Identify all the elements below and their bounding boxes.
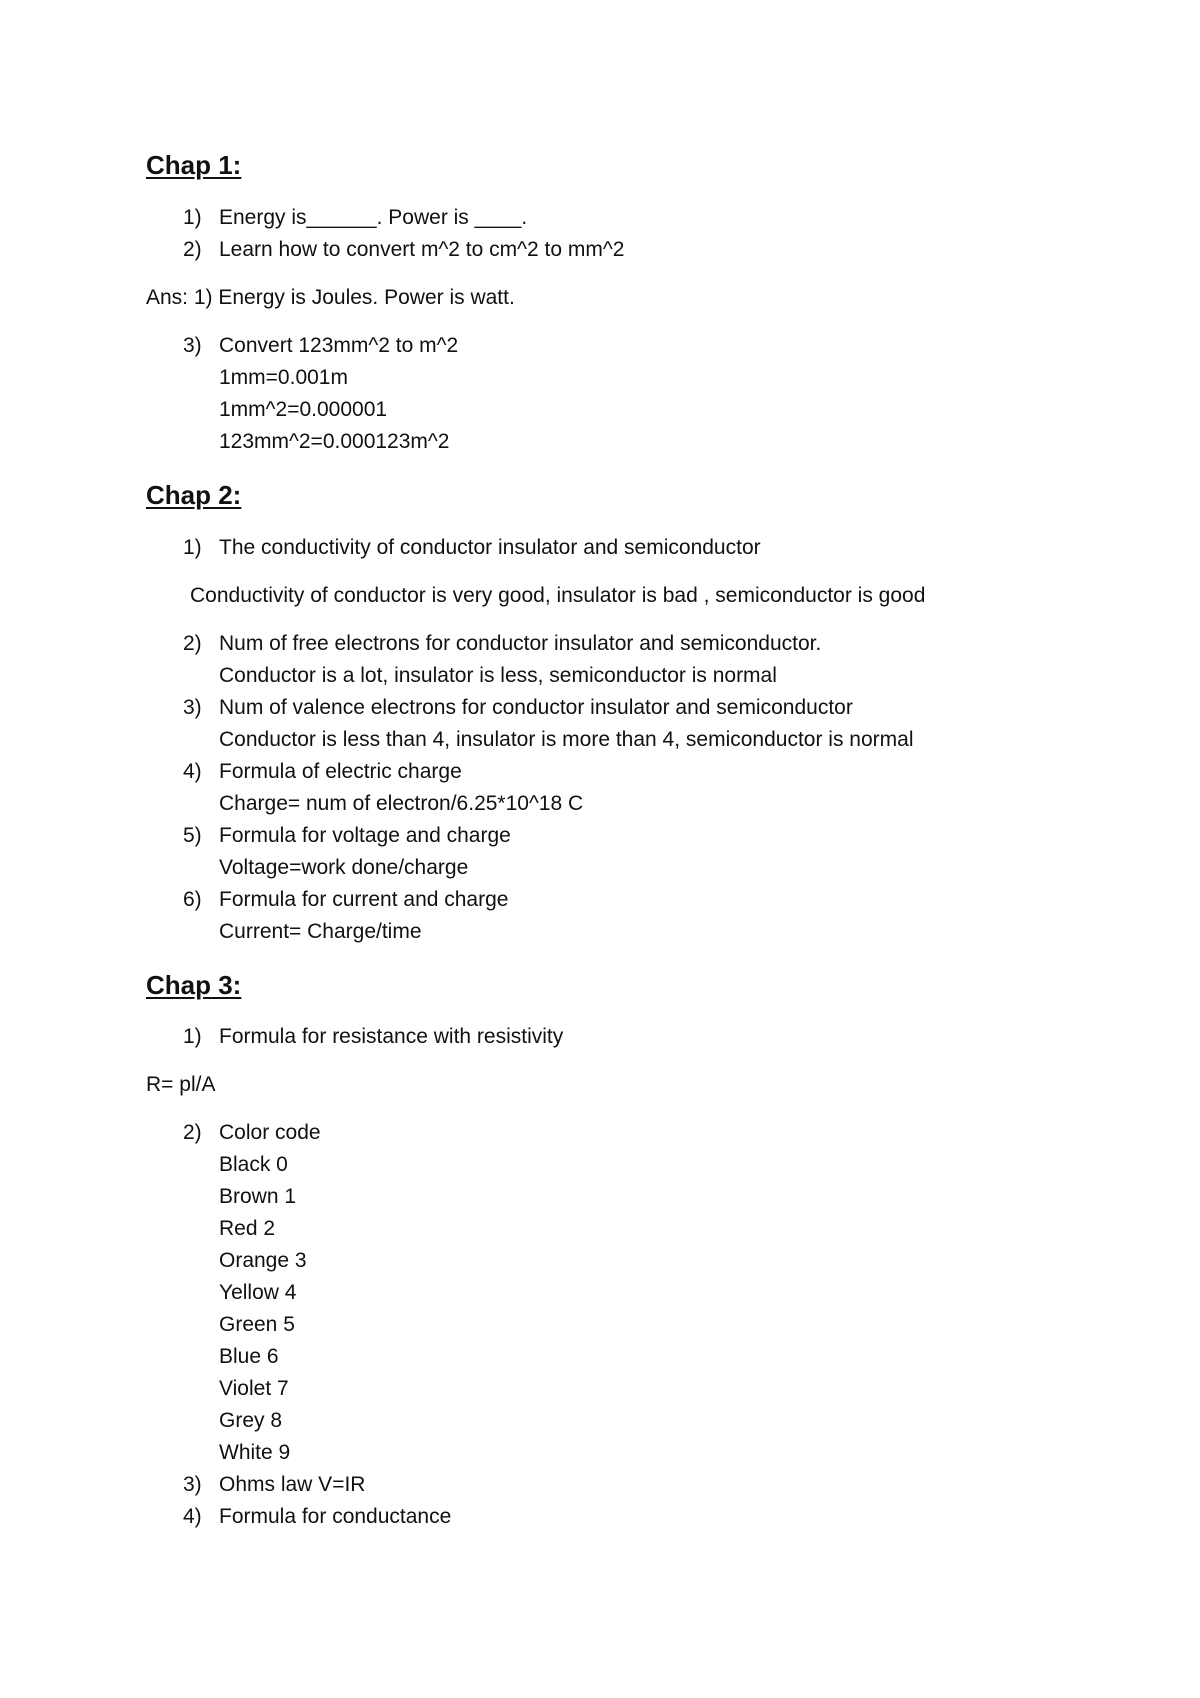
chap2-item4-sub: Charge= num of electron/6.25*10^18 C (219, 792, 584, 815)
chap2-item6-number: 6) (183, 888, 202, 911)
color-code-entry: Black 0 (219, 1153, 288, 1176)
chap2-item6-sub: Current= Charge/time (219, 920, 422, 943)
chap2-item3-text: Num of valence electrons for conductor insulator and semiconductor (219, 696, 853, 719)
chap1-item3-number: 3) (183, 334, 202, 357)
chap1-item1-text: Energy is______. Power is ____. (219, 206, 528, 229)
chap2-item2-number: 2) (183, 632, 202, 655)
chap1-item2-text: Learn how to convert m^2 to cm^2 to mm^2 (219, 238, 625, 261)
chap3-item1-text: Formula for resistance with resistivity (219, 1025, 564, 1048)
chap2-item6-text: Formula for current and charge (219, 888, 509, 911)
chap1-item1-number: 1) (183, 206, 202, 229)
color-code-entry: Green 5 (219, 1313, 295, 1336)
chap1-item3-line3: 1mm^2=0.000001 (219, 398, 388, 421)
chap3-item1-number: 1) (183, 1025, 202, 1048)
chap1-item2-number: 2) (183, 238, 202, 261)
color-code-entry: Brown 1 (219, 1185, 297, 1208)
color-code-entry: Blue 6 (219, 1345, 279, 1368)
chap3-item4-number: 4) (183, 1505, 202, 1528)
chap2-item2-sub: Conductor is a lot, insulator is less, semiconductor is normal (219, 664, 777, 687)
color-code-entry: Yellow 4 (219, 1281, 297, 1304)
chap2-item3-sub: Conductor is less than 4, insulator is more than 4, semiconductor is normal (219, 728, 914, 751)
chap2-item5-number: 5) (183, 824, 202, 847)
chap3-item3-number: 3) (183, 1473, 202, 1496)
color-code-entry: Red 2 (219, 1217, 276, 1240)
chap3-item2-number: 2) (183, 1121, 202, 1144)
chap2-item3-number: 3) (183, 696, 202, 719)
chap2-item1-number: 1) (183, 536, 202, 559)
chap1-answer: Ans: 1) Energy is Joules. Power is watt. (146, 286, 515, 309)
chap3-heading: Chap 3: (146, 970, 242, 1000)
chap1-item3-line2: 1mm=0.001m (219, 366, 348, 389)
chap2-item4-number: 4) (183, 760, 202, 783)
color-code-entry: White 9 (219, 1441, 291, 1464)
color-code-entry: Grey 8 (219, 1409, 283, 1432)
color-code-entry: Violet 7 (219, 1377, 289, 1400)
chap3-item2-title: Color code (219, 1121, 321, 1144)
chap3-item4-text: Formula for conductance (219, 1505, 452, 1528)
chap2-note: Conductivity of conductor is very good, insulator is bad , semiconductor is good (190, 584, 926, 607)
color-code-entry: Orange 3 (219, 1249, 307, 1272)
chap2-heading: Chap 2: (146, 480, 242, 510)
chap2-item1-text: The conductivity of conductor insulator and semiconductor (219, 536, 761, 559)
chap2-item5-text: Formula for voltage and charge (219, 824, 511, 847)
chap1-item3-line4: 123mm^2=0.000123m^2 (219, 430, 450, 453)
chap1-item3-line1: Convert 123mm^2 to m^2 (219, 334, 459, 357)
chap2-item4-text: Formula of electric charge (219, 760, 462, 783)
chap3-formula: R= pl/A (146, 1073, 216, 1096)
chap2-item5-sub: Voltage=work done/charge (219, 856, 469, 879)
chap3-item3-text: Ohms law V=IR (219, 1473, 366, 1496)
chap2-item2-text: Num of free electrons for conductor insulator and semiconductor. (219, 632, 822, 655)
chap1-heading: Chap 1: (146, 150, 242, 180)
